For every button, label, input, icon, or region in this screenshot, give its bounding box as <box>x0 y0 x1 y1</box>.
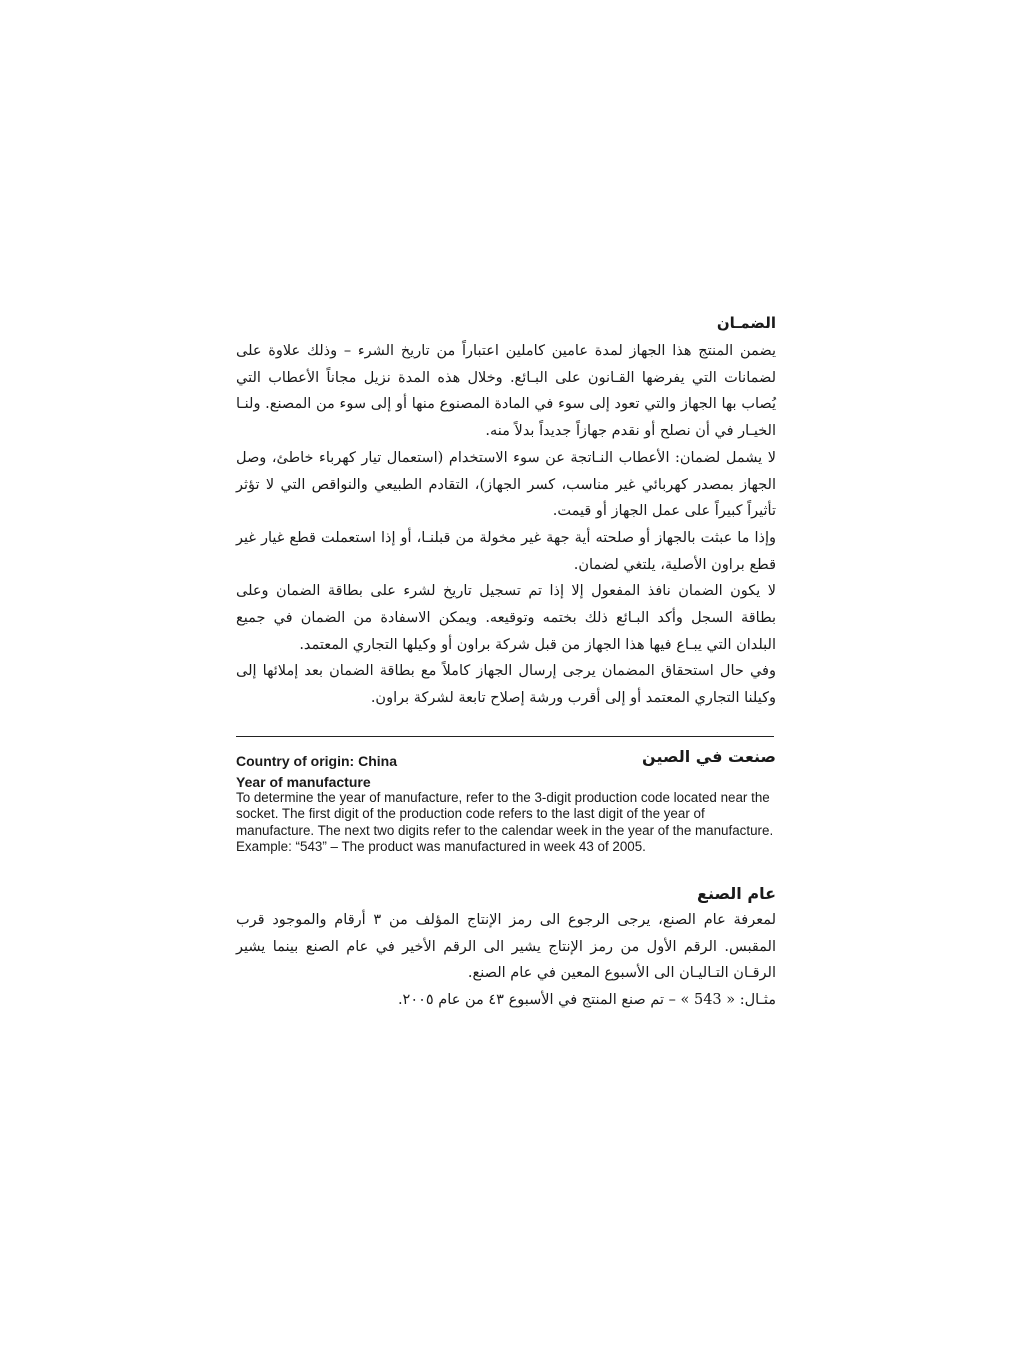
year-of-manufacture-arabic <box>236 884 776 1014</box>
origin-arabic: صنعت في الصين <box>642 747 776 766</box>
year-example-english: Example: “543” – The product was manufactured in week 43 of 2005. <box>236 838 646 854</box>
origin-row <box>236 747 776 774</box>
warranty-paragraph: وفي حال استحقاق المضمان يرجى إرسال الجهاز كاملاً مع بطاقة الضمان بعد إملائها إلى وكيلنا التجاري المعتمد أو إلى أقرب ورشة إصلاح تابعة لشركة براون. <box>236 663 776 707</box>
origin-english: Country of origin: China <box>236 753 397 769</box>
warranty-paragraph: وإذا ما عبثت بالجهاز أو صلحته أية جهة غير مخولة من قبلنـا، أو إذا استعملت قطع غيار غير قطع براون الأصلية، يلتغي لضمان. <box>236 529 776 573</box>
year-title-english: Year of manufacture <box>236 774 371 790</box>
warranty-section <box>236 314 776 712</box>
warranty-paragraph: لا يشمل لضمان: الأعطاب النـاتجة عن سوء الاستخدام (استعمال تيار كهرباء خاطئ، وصل الجهاز بمصدر كهربائي غير مناسب، كسر الجهاز)، التقادم الطبيعي والنواقص التي لا تؤثر تأثيراً كبيراً على عمل الجهاز أو قيمت. <box>236 449 776 520</box>
year-title-arabic: عام الصنع <box>697 884 776 903</box>
year-body-arabic: لمعرفة عام الصنع، يرجى الرجوع الى رمز الإنتاج المؤلف من ٣ أرقام والموجود قرب المقبس. الرقم الأول من رمز الإنتاج يشير الى الرقم الأخير في عام الصنع بينما يشير الرقـان التـاليـان الى الأسبوع المعين في عام الصنع. <box>236 912 776 982</box>
warranty-title: الضمـان <box>716 314 776 332</box>
year-example-arabic: مثـال: « 543 » – تم صنع المنتج في الأسبوع ٤٣ من عام ٢٠٠٥. <box>397 992 776 1009</box>
warranty-paragraph: لا يكون الضمان نافذ المفعول إلا إذا تم تسجيل تاريخ لشرء على بطاقة الضمان وعلى بطاقة السجل وأكد البـائع ذلك بختمه وتوقيعه. ويمكن الاسفادة من الضمان في جميع البلدان التي يبـاع فيها هذا الجهاز من قبل شركة براون أو وكيلها التجاري المعتمد. <box>236 583 776 653</box>
section-divider <box>236 736 774 737</box>
year-of-manufacture-english <box>236 774 781 855</box>
manual-page <box>236 0 776 1361</box>
warranty-paragraph: يضمن المنتج هذا الجهاز لمدة عامين كاملين اعتباراً من تاريخ الشرء – وذلك علاوة على لضمانات التي يفرضها القـانون على البـائع. وخلال هذه المدة نزيل مجاناً الأعطاب التي يُصاب بها الجهاز والتي تعود إلى سوء في المادة المصنوع منها أو إلى سوء من المصنع. ولنـا الخيـار في أن نصلح أو نقدم جهازاً جديداً بدلاً منه. <box>236 343 776 440</box>
year-body-english: To determine the year of manufacture, refer to the 3-digit production code located near the socket. The first digit of the production code refers to the last digit of the year of manufacture. The next two digits refer to the calendar week in the year of the manufacture. <box>236 790 774 838</box>
